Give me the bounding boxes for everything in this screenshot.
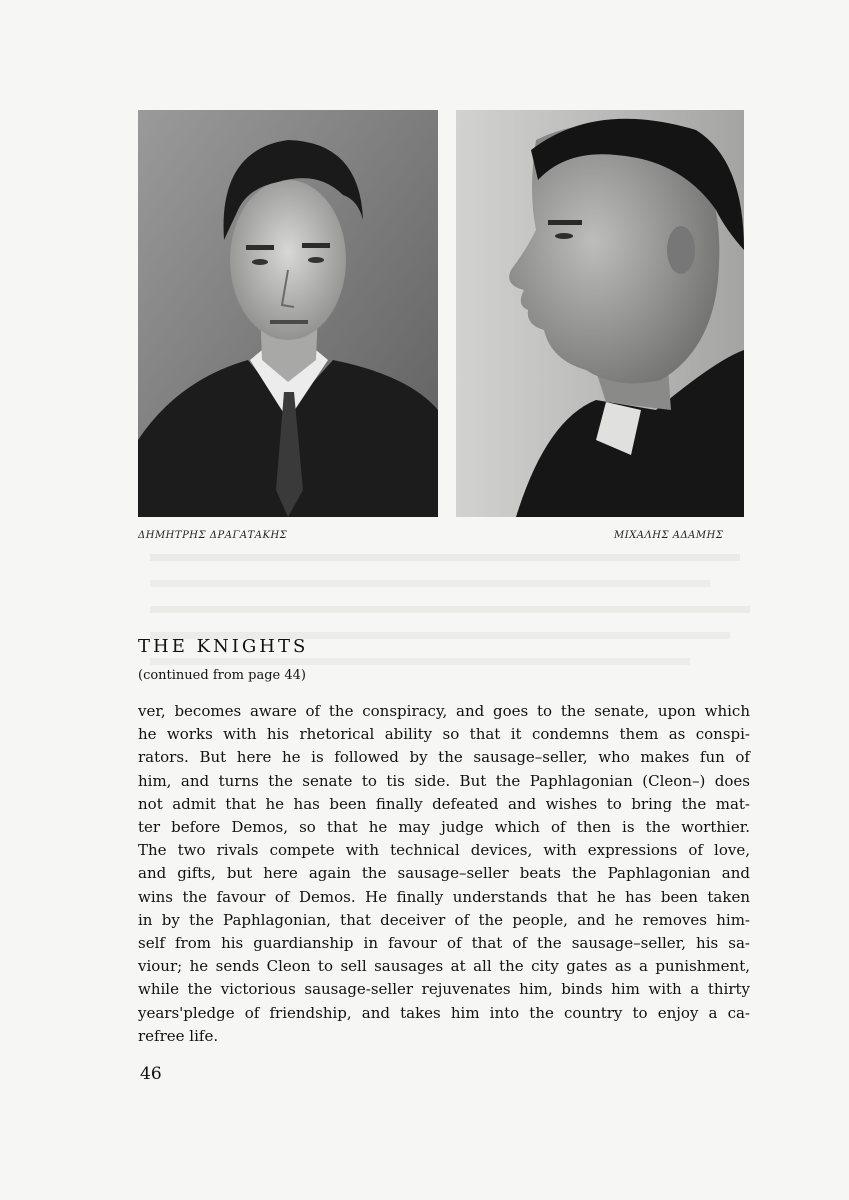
photo-caption-right: ΜΙΧΑΛΗΣ ΑΔΑΜΗΣ [614, 530, 724, 541]
portrait-photo-left [138, 110, 438, 517]
body-line: wins the favour of Demos. He finally understands that he has been taken [138, 887, 750, 906]
article-body [138, 700, 750, 1048]
body-line: he works with his rhetorical ability so that it condemns them as conspi- [138, 725, 750, 744]
body-line: ver, becomes aware of the conspiracy, and goes to the senate, upon which [138, 702, 750, 720]
portrait-image [138, 110, 438, 517]
body-line: not admit that he has been finally defeated and wishes to bring the mat- [138, 794, 750, 813]
article-subtitle: (continued from page 44) [138, 668, 306, 683]
body-line: him, and turns the senate to tis side. But the Paphlagonian (Cleon–) does [138, 771, 750, 790]
body-line: self from his guardianship in favour of that of the sausage–seller, his sa- [138, 934, 750, 953]
body-line: ter before Demos, so that he may judge which of then is the worthier. [138, 818, 750, 837]
page-number: 46 [140, 1064, 162, 1084]
body-line: years'pledge of friendship, and takes him into the country to enjoy a ca- [138, 1003, 750, 1022]
body-line: and gifts, but here again the sausage–seller beats the Paphlagonian and [138, 864, 750, 883]
body-line: viour; he sends Cleon to sell sausages at all the city gates as a punishment, [138, 957, 750, 976]
portrait-image [456, 110, 744, 517]
body-line: in by the Paphlagonian, that deceiver of the people, and he removes him- [138, 910, 750, 929]
article-title: THE KNIGHTS [138, 636, 309, 657]
body-line: The two rivals compete with technical devices, with expressions of love, [138, 841, 750, 860]
photo-caption-left: ΔΗΜΗΤΡΗΣ ΔΡΑΓΑΤΑΚΗΣ [138, 530, 288, 541]
body-line: refree life. [138, 1026, 219, 1045]
portrait-photo-right [456, 110, 744, 517]
body-line: rators. But here he is followed by the sausage–seller, who makes fun of [138, 748, 750, 767]
show-through-bleed [150, 548, 750, 708]
body-line: while the victorious sausage-seller rejuvenates him, binds him with a thirty [138, 980, 750, 999]
